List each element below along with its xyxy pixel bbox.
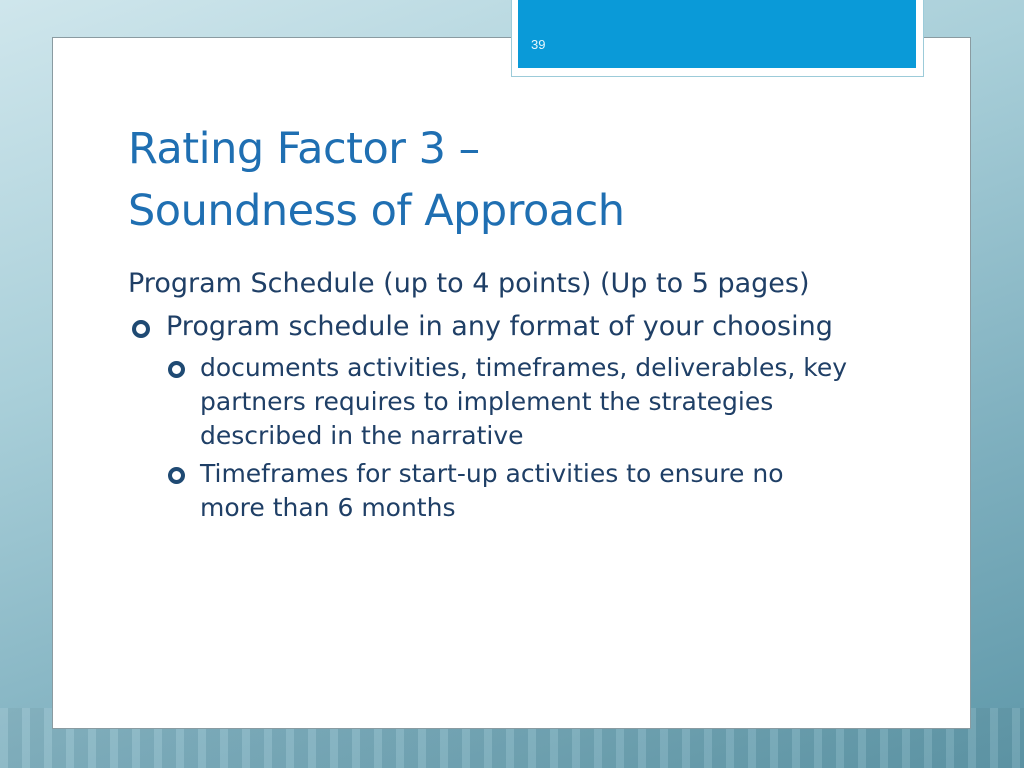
sub-bullet-text: documents activities, timeframes, deliverables, key partners requires to implement the strategies described in the narrative [200,353,848,450]
bullet-item [128,309,848,345]
intro-text: Program Schedule (up to 4 points) (Up to 5 pages) [128,268,810,299]
slide-title-line-1: Rating Factor 3 – [128,124,480,174]
ring-bullet-icon [132,320,150,338]
ring-bullet-icon [168,467,185,484]
slide-body [128,266,848,529]
bullet-text: Program schedule in any format of your choosing [166,311,833,342]
slide-number: 39 [531,37,546,52]
sub-bullet-text: Timeframes for start-up activities to ensure no more than 6 months [200,459,784,522]
ring-bullet-icon [168,361,185,378]
sub-bullet-item [128,351,848,453]
slide-number-banner [518,0,916,68]
slide-title [128,118,828,242]
slide-title-line-2: Soundness of Approach [128,186,625,236]
sub-bullet-item [128,457,848,525]
